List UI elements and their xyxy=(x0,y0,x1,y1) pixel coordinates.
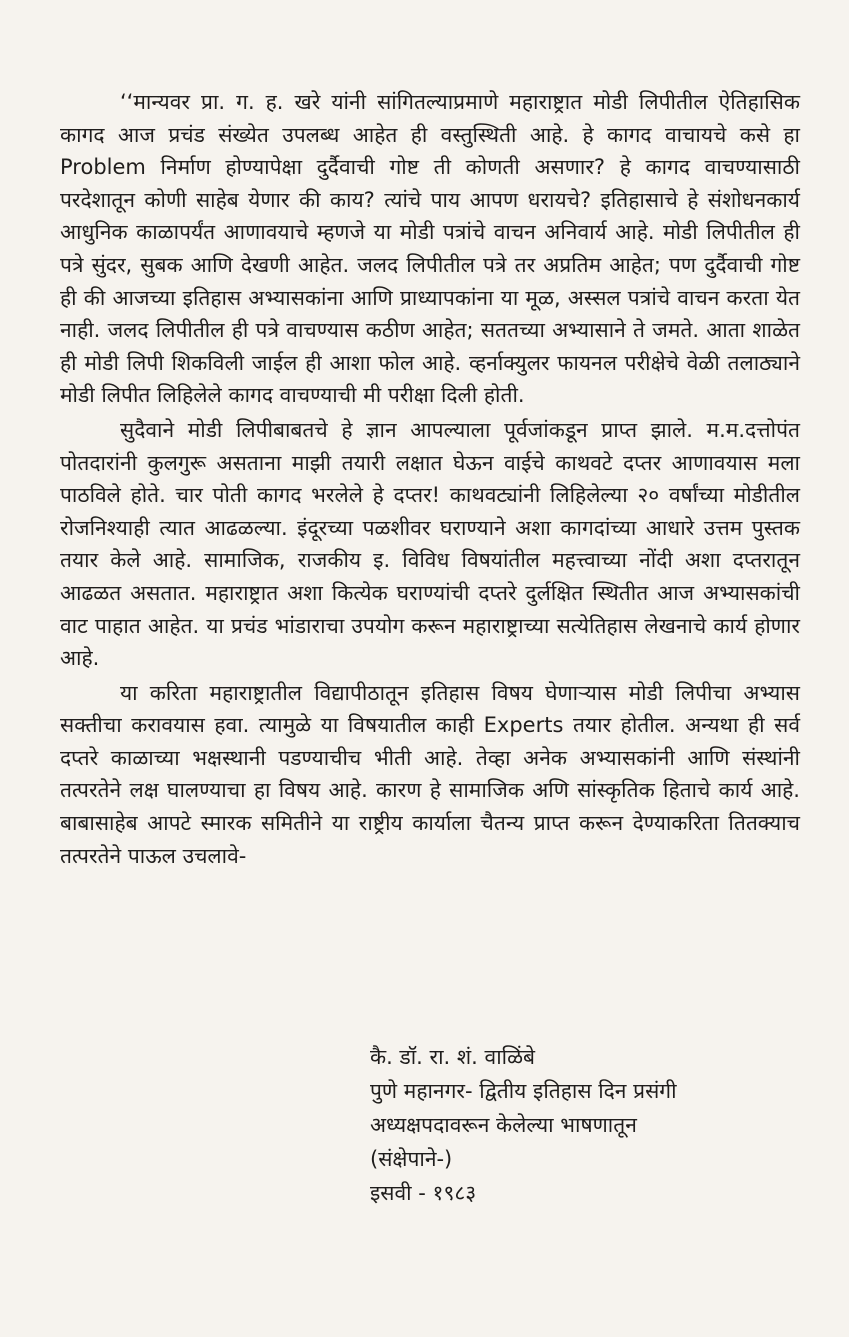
paragraph-1: ‘‘मान्यवर प्रा. ग. ह. खरे यांनी सांगितल्याप्रमाणे महाराष्ट्रात मोडी लिपीतील ऐतिहासिक कागद आज प्रचंड संख्येत उपलब्ध आहेत ही वस्तुस्थिती आहे. हे कागद वाचायचे कसे हा Problem निर्माण होण्यापेक्षा दुर्दैवाची गोष्ट ती कोणती असणार? हे कागद वाचण्यासाठी परदेशातून कोणी साहेब येणार की काय? त्यांचे पाय आपण धरायचे? इतिहासाचे हे संशोधनकार्य आधुनिक काळापर्यंत आणावयाचे म्हणजे या मोडी पत्रांचे वाचन अनिवार्य आहे. मोडी लिपीतील ही पत्रे सुंदर, सुबक आणि देखणी आहेत. जलद लिपीतील पत्रे तर अप्रतिम आहेत; पण दुर्दैवाची गोष्ट ही की आजच्या इतिहास अभ्यासकांना आणि प्राध्यापकांना या मूळ, अस्सल पत्रांचे वाचन करता येत नाही. जलद लिपीतील ही पत्रे वाचण्यास कठीण आहेत; सततच्या अभ्यासाने ते जमते. आता शाळेत ही मोडी लिपी शिकविली जाईल ही आशा फोल आहे. व्हर्नाक्युलर फायनल परीक्षेचे वेळी तलाठ्याने मोडी लिपीत लिहिलेले कागद वाचण्याची मी परीक्षा दिली होती. xyxy=(60,90,800,408)
paragraph-2: सुदैवाने मोडी लिपीबाबतचे हे ज्ञान आपल्याला पूर्वजांकडून प्राप्त झाले. म.म.दत्तोपंत पोतदारांनी कुलगुरू असताना माझी तयारी लक्षात घेऊन वाईचे काथवटे दप्तर आणावयास मला पाठविले होते. चार पोती कागद भरलेले हे दप्तर! काथवट्यांनी लिहिलेल्या २० वर्षांच्या मोडीतील रोजनिश्याही त्यात आढळल्या. इंदूरच्या पळशीवर घराण्याने अशा कागदांच्या आधारे उत्तम पुस्तक तयार केले आहे. सामाजिक, राजकीय इ. विविध विषयांतील महत्त्वाच्या नोंदी अशा दप्तरातून आढळत असतात. महाराष्ट्रात अशा कित्येक घराण्यांची दप्तरे दुर्लक्षित स्थितीत आज अभ्यासकांची वाट पाहात आहेत. या प्रचंड भांडाराचा उपयोग करून महाराष्ट्राच्या सत्येतिहास लेखनाचे कार्य होणार आहे. xyxy=(60,417,800,671)
author-name: कै. डॉ. रा. शं. वाळिंबे xyxy=(370,1045,536,1069)
event-line: पुणे महानगर- द्वितीय इतिहास दिन प्रसंगी xyxy=(370,1079,677,1103)
abridged-note: (संक्षेपाने-) xyxy=(370,1147,453,1171)
speech-source-line: अध्यक्षपदावरून केलेल्या भाषणातून xyxy=(370,1113,637,1137)
year-line: इसवी - १९८३ xyxy=(370,1181,477,1205)
speech-excerpt xyxy=(60,86,800,872)
paragraph-3: या करिता महाराष्ट्रातील विद्यापीठातून इतिहास विषय घेणाऱ्यास मोडी लिपीचा अभ्यास सक्तीचा करावयास हवा. त्यामुळे या विषयातील काही Experts तयार होतील. अन्यथा ही सर्व दप्तरे काळाच्या भक्षस्थानी पडण्याचीच भीती आहे. तेव्हा अनेक अभ्यासकांनी आणि संस्थांनी तत्परतेने लक्ष घालण्याचा हा विषय आहे. कारण हे सामाजिक अणि सांस्कृतिक हिताचे कार्य आहे. बाबासाहेब आपटे स्मारक समितीने या राष्ट्रीय कार्याला चैतन्य प्राप्त करून देण्याकरिता तितक्याच तत्परतेने पाऊल उचलावे- xyxy=(60,680,800,868)
signature-block xyxy=(370,1040,810,1210)
